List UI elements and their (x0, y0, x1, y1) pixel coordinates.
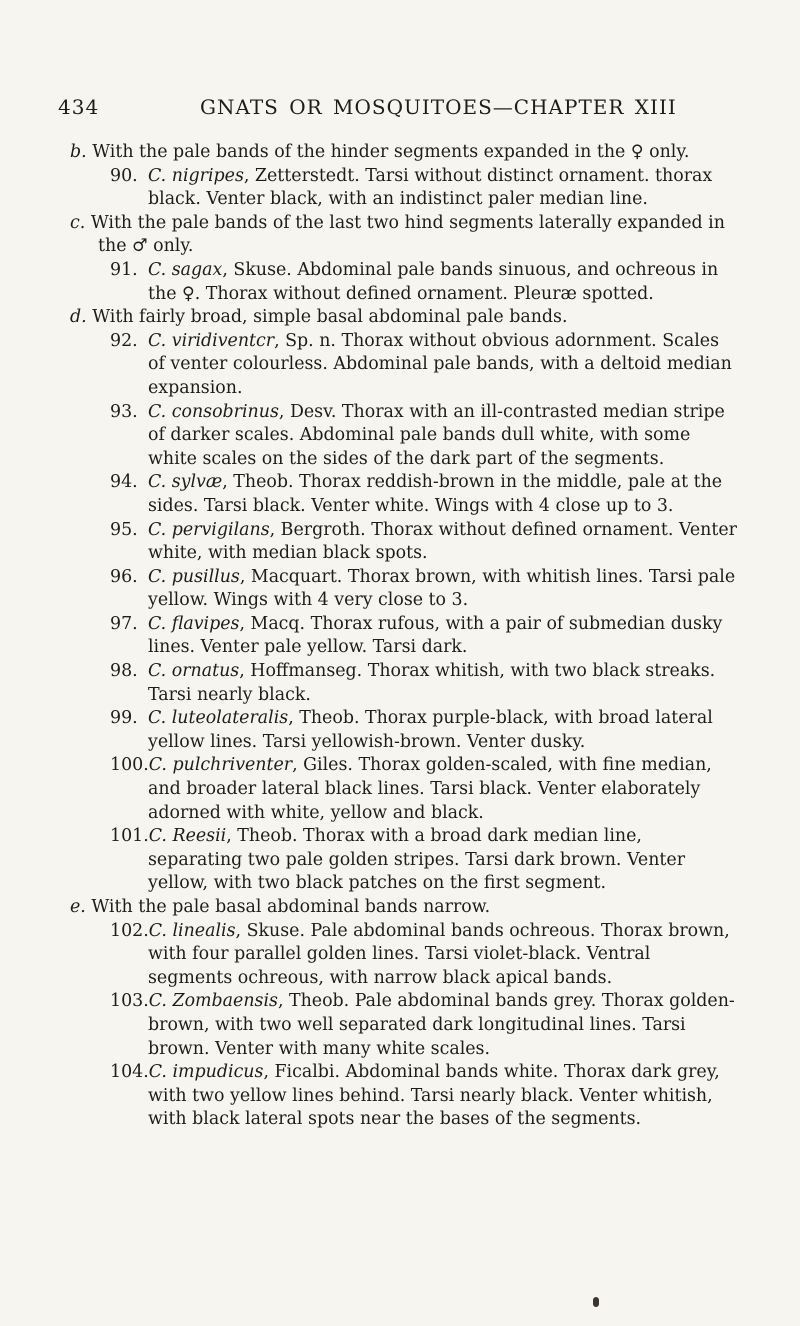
entry-description: , Zetterstedt. Tarsi without distinct ornament. thorax black. Venter black, with an indistinct paler median line. (148, 165, 713, 210)
species-entry (110, 707, 738, 754)
key-section (70, 306, 738, 896)
species-entry (110, 754, 738, 825)
species-name: flavipes (171, 613, 240, 634)
page-number: 434 (58, 95, 100, 119)
species-entry (110, 990, 738, 1061)
key-section (70, 896, 738, 1132)
species-name: pervigilans (171, 519, 270, 540)
species-name: viridiventcr (171, 330, 275, 351)
entry-description: , Ficalbi. Abdominal bands white. Thorax dark grey, with two yellow lines behind. Tarsi nearly black. Venter whitish, with black lateral spots near the bases of the segments. (148, 1062, 720, 1130)
species-name: sagax (171, 259, 223, 280)
entry-description: , Sp. n. Thorax without obvious adornment. Scales of venter colourless. Abdominal pale bands, with a deltoid median expansion. (148, 330, 732, 398)
species-name: Reesii (172, 826, 227, 847)
species-entry (110, 401, 738, 472)
entry-number: 100. (110, 755, 149, 776)
species-entry (110, 471, 738, 518)
entry-number: 90. (110, 165, 138, 186)
section-letter: b. (70, 142, 87, 162)
entry-number: 96. (110, 566, 138, 587)
species-entry (110, 165, 738, 212)
species-entry (110, 1061, 738, 1132)
species-entry (110, 330, 738, 401)
ink-speck (593, 1297, 599, 1307)
genus-abbrev: C. (148, 519, 167, 540)
section-heading-text: With the pale bands of the last two hind segments laterally expanded in the ♂ only. (90, 212, 725, 257)
species-entry (110, 660, 738, 707)
genus-abbrev: C. (148, 613, 167, 634)
species-name: sylvæ (171, 472, 223, 493)
key-section (70, 141, 738, 212)
chapter-title: GNATS OR MOSQUITOES—CHAPTER XIII (200, 95, 677, 119)
species-entry (110, 259, 738, 306)
key-text (70, 141, 738, 1132)
entry-number: 97. (110, 613, 138, 634)
genus-abbrev: C. (148, 401, 167, 422)
entry-number: 101. (110, 826, 149, 847)
genus-abbrev: C. (148, 259, 167, 280)
entry-description: , Hoffmanseg. Thorax whitish, with two black streaks. Tarsi nearly black. (148, 661, 716, 705)
entry-number: 93. (110, 401, 138, 422)
entry-description: , Theob. Thorax with a broad dark median line, separating two pale golden stripes. Tarsi dark brown. Venter yellow, with two black patches on the first segment. (148, 826, 686, 894)
entry-description: , Skuse. Abdominal pale bands sinuous, and ochreous in the ♀. Thorax without defined ornament. Pleuræ spotted. (148, 259, 719, 304)
section-heading-text: With fairly broad, simple basal abdominal pale bands. (92, 307, 568, 328)
section-heading-text: With the pale bands of the hinder segments expanded in the ♀ only. (92, 142, 690, 162)
genus-abbrev: C. (148, 920, 167, 941)
species-name: impudicus (172, 1062, 264, 1083)
species-name: ornatus (171, 661, 240, 682)
entry-number: 91. (110, 259, 138, 280)
section-letter: c. (70, 212, 86, 233)
species-name: Zombaensis (172, 991, 278, 1012)
species-entry (110, 566, 738, 613)
entry-description: , Theob. Thorax reddish-brown in the middle, pale at the sides. Tarsi black. Venter white. Wings with 4 close up to 3. (148, 472, 723, 516)
entry-number: 102. (110, 920, 149, 941)
section-letter: e. (70, 897, 86, 917)
genus-abbrev: C. (148, 708, 167, 729)
entry-description: , Macq. Thorax rufous, with a pair of submedian dusky lines. Venter pale yellow. Tarsi dark. (148, 613, 723, 658)
entry-number: 92. (110, 330, 138, 351)
entry-number: 94. (110, 472, 138, 493)
entry-description: , Giles. Thorax golden-scaled, with fine median, and broader lateral black lines. Tarsi black. Venter elaborately adorned with white, yellow and black. (148, 755, 712, 823)
entry-description: , Bergroth. Thorax without defined ornament. Venter white, with median black spots. (148, 519, 737, 564)
genus-abbrev: C. (148, 566, 167, 587)
entry-number: 99. (110, 708, 138, 729)
section-heading (70, 141, 738, 165)
species-name: pusillus (171, 566, 240, 587)
species-entry (110, 825, 738, 896)
section-heading (70, 306, 738, 330)
entry-description: , Theob. Thorax purple-black, with broad lateral yellow lines. Tarsi yellowish-brown. Venter dusky. (148, 708, 713, 752)
species-name: consobrinus (171, 401, 279, 422)
section-heading (70, 212, 738, 259)
entry-number: 104. (110, 1062, 149, 1083)
genus-abbrev: C. (148, 330, 167, 351)
genus-abbrev: C. (148, 755, 167, 776)
section-heading (70, 896, 738, 920)
entry-description: , Macquart. Thorax brown, with whitish lines. Tarsi pale yellow. Wings with 4 very close to 3. (148, 566, 736, 611)
species-entry (110, 920, 738, 991)
genus-abbrev: C. (148, 826, 167, 847)
entry-description: , Theob. Pale abdominal bands grey. Thorax golden-brown, with two well separated dark longitudinal lines. Tarsi brown. Venter with many white scales. (148, 991, 735, 1059)
entry-description: , Desv. Thorax with an ill-contrasted median stripe of darker scales. Abdominal pale bands dull white, with some white scales on the sides of the dark part of the segments. (148, 401, 725, 469)
running-head (30, 95, 770, 125)
species-name: linealis (172, 920, 236, 941)
entry-number: 103. (110, 991, 149, 1012)
genus-abbrev: C. (148, 991, 167, 1012)
species-entry (110, 519, 738, 566)
species-name: pulchriventer (172, 755, 293, 776)
species-entry (110, 613, 738, 660)
section-heading-text: With the pale basal abdominal bands narrow. (91, 897, 491, 917)
genus-abbrev: C. (148, 1062, 167, 1083)
entry-description: , Skuse. Pale abdominal bands ochreous. Thorax brown, with four parallel golden lines. Tarsi violet-black. Ventral segments ochreous, with narrow black apical bands. (148, 920, 730, 988)
genus-abbrev: C. (148, 472, 167, 493)
genus-abbrev: C. (148, 661, 167, 682)
entry-number: 95. (110, 519, 138, 540)
section-letter: d. (70, 307, 87, 328)
species-name: luteolateralis (171, 708, 289, 729)
genus-abbrev: C. (148, 165, 167, 186)
species-name: nigripes (171, 165, 244, 186)
key-section (70, 212, 738, 306)
entry-number: 98. (110, 661, 138, 682)
